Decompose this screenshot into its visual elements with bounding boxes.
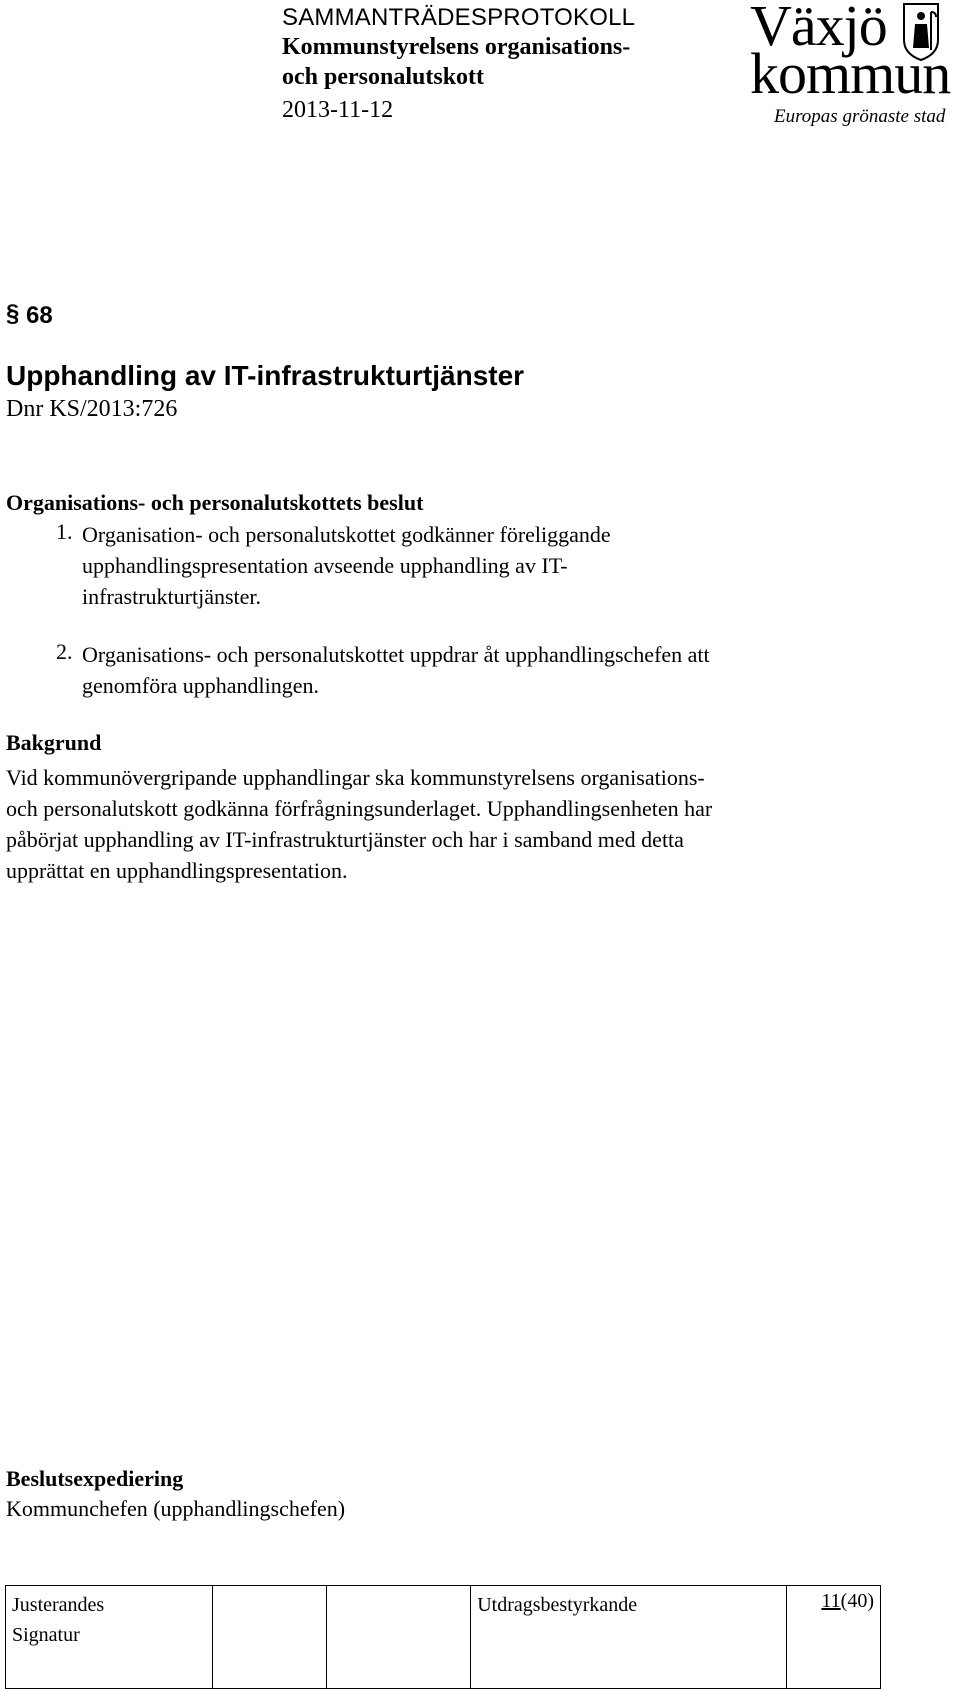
decision-item-2-line: Organisations- och personalutskottet uppdrar åt upphandlingschefen att [82,642,710,667]
signature-box-2 [326,1586,470,1689]
utdragsbestyrkande-label: Utdragsbestyrkande [477,1594,638,1616]
page-number-cell [787,1586,881,1689]
expedition-recipient: Kommunchefen (upphandlingschefen) [6,1496,346,1521]
expedition-heading: Beslutsexpediering [6,1466,184,1491]
decision-item-1-line: Organisation- och personalutskottet godkänner föreliggande [82,522,611,547]
background-line: och personalutskott godkänna förfrågningsunderlaget. Upphandlingsenheten har [6,796,713,821]
justerandes-cell [6,1586,213,1689]
committee-name-line2: och personalutskott [282,64,485,90]
decision-item-2-line: genomföra upphandlingen. [82,673,320,698]
section-title: Upphandling av IT-infrastrukturtjänster [6,360,525,391]
document-type-title: SAMMANTRÄDESPROTOKOLL [282,4,636,31]
paragraph-number: 68 [26,302,53,329]
page-current: 11 [821,1590,841,1612]
decision-item-1-text [82,519,902,612]
background-line: Vid kommunövergripande upphandlingar ska kommunstyrelsens organisations- [6,765,705,790]
decision-item-1-line: infrastrukturtjänster. [82,584,262,609]
page-total: (40) [840,1590,874,1612]
signatur-label: Signatur [12,1624,80,1646]
background-text [6,762,946,886]
decision-heading: Organisations- och personalutskottets beslut [6,490,424,515]
decision-item-2-number: 2. [56,639,73,664]
decision-item-1-line: upphandlingspresentation avseende upphandling av IT- [82,553,568,578]
background-line: påbörjat upphandling av IT-infrastrukturtjänster och har i samband med detta [6,827,684,852]
background-heading: Bakgrund [6,730,102,755]
utdrag-cell [471,1586,787,1689]
signature-box-1 [212,1586,326,1689]
vaxjo-kommun-logo [748,0,960,132]
logo-word-vaxjo: Växjö [750,0,887,58]
background-line: upprättat en upphandlingspresentation. [6,858,348,883]
paragraph-sign: § [6,300,20,327]
signature-footer-table [5,1585,881,1689]
decision-item-2-text [82,639,902,701]
logo-word-kommun: kommun [750,41,951,106]
logo-tagline: Europas grönaste stad [774,106,946,127]
justerandes-label: Justerandes [12,1594,105,1616]
diary-number: Dnr KS/2013:726 [6,396,178,422]
meeting-date: 2013-11-12 [282,97,394,123]
decision-item-1-number: 1. [56,519,73,544]
committee-name-line1: Kommunstyrelsens organisations- [282,34,631,60]
